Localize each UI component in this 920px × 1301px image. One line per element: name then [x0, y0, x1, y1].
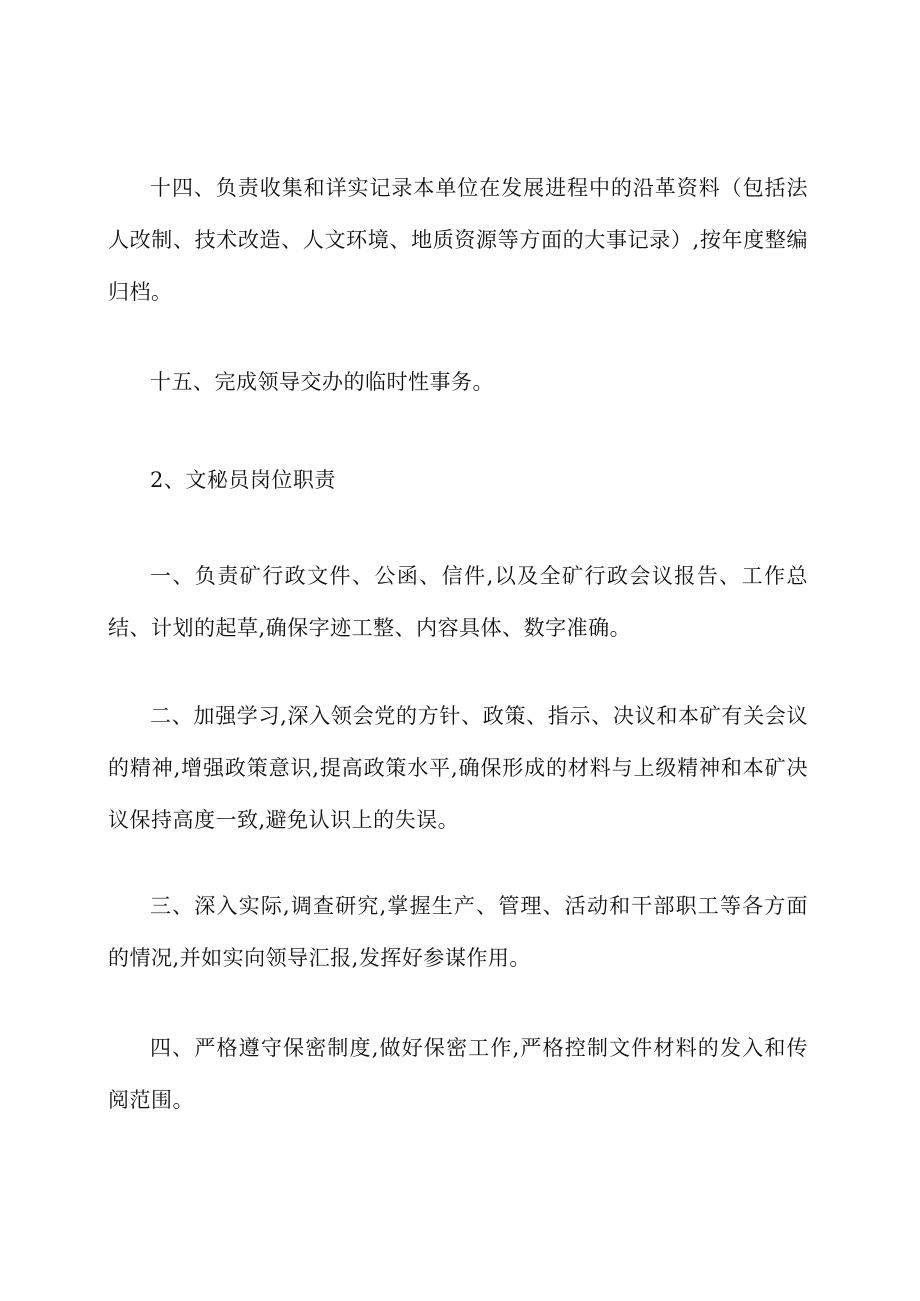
paragraph-item-14: 十四、负责收集和详实记录本单位在发展进程中的沿革资料（包括法人改制、技术改造、人文环境、地质资源等方面的大事记录）,按年度整编归档。 [108, 176, 808, 304]
paragraph-duty-3: 三、深入实际,调查研究,掌握生产、管理、活动和干部职工等各方面的情况,并如实向领导汇报,发挥好参谋作用。 [108, 894, 808, 970]
paragraph-duty-2: 二、加强学习,深入领会党的方针、政策、指示、决议和本矿有关会议的精神,增强政策意识,提高政策水平,确保形成的材料与上级精神和本矿决议保持高度一致,避免认识上的失误。 [108, 704, 808, 832]
paragraph-duty-1: 一、负责矿行政文件、公函、信件,以及全矿行政会议报告、工作总结、计划的起草,确保字迹工整、内容具体、数字准确。 [108, 564, 808, 640]
paragraph-duty-4: 四、严格遵守保密制度,做好保密工作,严格控制文件材料的发入和传阅范围。 [108, 1036, 808, 1112]
paragraph-item-15: 十五、完成领导交办的临时性事务。 [150, 370, 494, 394]
section-heading: 2、文秘员岗位职责 [150, 468, 336, 492]
